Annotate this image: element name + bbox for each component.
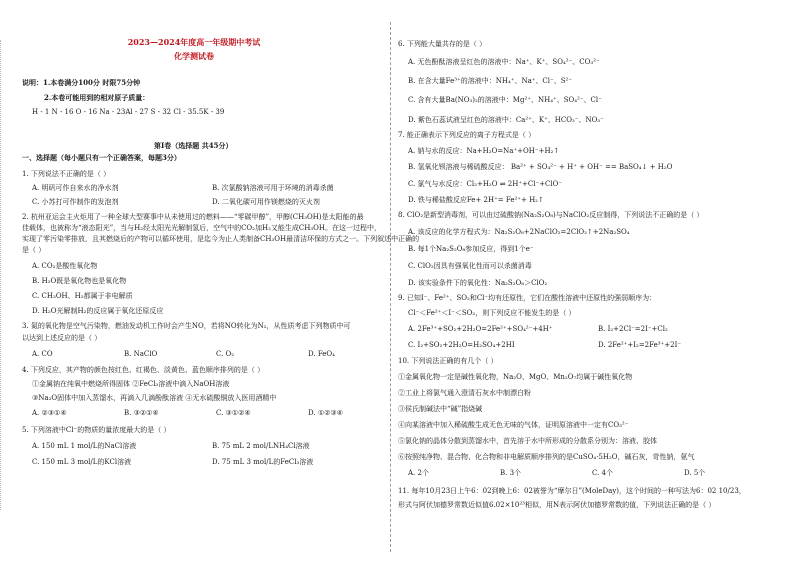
q4-stem: 4. 下列反应，其产物的颜色按红色、红褐色、淡黄色、蓝色顺序排列的是（ ） bbox=[22, 366, 265, 374]
q1-stem: 1. 下列说法不正确的是（ ） bbox=[22, 170, 111, 178]
q2-line-3: 实现了零污染零排放，且其燃烧后的产物可以循环使用，是迄今为止人类制备CH₃OH最清洁环保的方式之一。下列叙述中正确的 bbox=[22, 235, 420, 243]
q9-option-a: A. 2Fe³⁺+SO₂+2H₂O=2Fe²⁺+SO₄²⁻+4H⁺ bbox=[408, 325, 553, 333]
q5-options-row-1 bbox=[32, 442, 392, 451]
q10-statement-1: ①金属氧化物一定是碱性氧化物，Na₂O、MgO、Mn₂O₇均属于碱性氧化物 bbox=[398, 373, 633, 381]
q3-option-b: B. NaClO bbox=[124, 350, 158, 358]
q5-options-row-2 bbox=[32, 458, 392, 467]
q1-option-a: A. 明矾可作自来水的净水剂 bbox=[32, 184, 119, 192]
q9-option-b: B. I₂+2Cl⁻=2I⁻+Cl₂ bbox=[598, 325, 668, 333]
q1-option-d: D. 二氧化碳可用作镁燃烧的灭火剂 bbox=[212, 198, 320, 206]
q9-option-c: C. I₂+SO₂+2H₂O=H₂SO₄+2HI bbox=[408, 341, 515, 349]
q2-line-1: 2. 杭州亚运会主火炬用了一种全球大型赛事中从未使用过的燃料——“零碳甲醇”，甲醇(CH₃OH)是太阳能的最 bbox=[22, 213, 364, 221]
q5-option-b: B. 75 mL 2 mol/LNH₄Cl溶液 bbox=[212, 442, 310, 450]
q6-stem: 6. 下列能大量共存的是（ ） bbox=[398, 40, 487, 48]
q7-option-b: B. 氢氧化钡溶液与稀硫酸反应： Ba²⁺ + SO₄²⁻ + H⁺ + OH⁻ == BaSO₄↓ + H₂O bbox=[408, 163, 673, 171]
q10-statement-6: ⑥按照纯净物、混合物、化合物和非电解质顺序排列的是CuSO₄·5H₂O，碱石灰，苛性钠，氨气 bbox=[398, 453, 695, 461]
q8-stem: 8. ClO₂是新型消毒剂，可以由过硫酸钠(Na₂S₂O₈)与NaClO₂反应制得，下列说法不正确的是（ ） bbox=[398, 211, 704, 219]
q10-statement-3: ③侯氏制碱法中“碱”指烧碱 bbox=[398, 405, 483, 413]
q10-option-a: A. 2个 bbox=[408, 469, 429, 477]
q8-option-d: D. 该实验条件下的氧化性：Na₂S₂O₈＞ClO₂ bbox=[408, 279, 548, 287]
q2-option-b: B. H₂O既是氧化物也是氧化物 bbox=[32, 277, 127, 285]
q11-line-1: 11. 每年10月23日上午6：02到晚上6：02被誉为“摩尔日”(MoleDay)，这个时间的一种写法为6：02 10/23， bbox=[398, 487, 746, 495]
atomic-masses: H - 1 N - 16 O - 16 Na - 23Al - 27 S - 32 Cl - 35.5K - 39 bbox=[32, 108, 225, 116]
q6-option-a: A. 无色酚酞溶液呈红色的溶液中：Na⁺、K⁺、SO₄²⁻、CO₃²⁻ bbox=[408, 58, 600, 66]
q3-option-d: D. FeO₄ bbox=[308, 350, 335, 358]
q4-option-b: B. ③②①④ bbox=[124, 409, 159, 417]
q1-option-b: B. 次氯酸钠溶液可用于环境的消毒杀菌 bbox=[212, 184, 334, 192]
q3-line-1: 3. 氮的氧化物是空气污染物，燃油发动机工作时会产生NO，若将NO转化为N₂，从性质考虑下列物质中可 bbox=[22, 322, 351, 330]
q8-option-b: B. 每1个Na₂S₂O₈参加反应，得到1个e⁻ bbox=[408, 245, 534, 253]
q9-options-row-1 bbox=[408, 325, 788, 334]
q5-option-c: C. 150 mL 3 mol/L的KCl溶液 bbox=[32, 458, 132, 466]
instructions-note-2: 2.本卷可能用到的相对原子质量： bbox=[44, 93, 150, 102]
q4-option-a: A. ②③①④ bbox=[32, 409, 67, 417]
q1-options-row-1 bbox=[32, 184, 392, 193]
q10-stem: 10. 下列说法正确的有几个（ ） bbox=[398, 357, 498, 365]
q1-option-c: C. 小苏打可作制作的发泡剂 bbox=[32, 198, 119, 206]
q1-options-row-2 bbox=[32, 198, 392, 207]
q11-line-2: 形式与阿伏加德罗常数近似值6.02×10²³相似，用N表示阿伏加德罗常数的值，下列说法正确的是（ ） bbox=[398, 501, 716, 509]
q3-option-a: A. CO bbox=[32, 350, 53, 358]
q3-option-c: C. O₂ bbox=[216, 350, 235, 358]
q4-option-c: C. ③①②④ bbox=[216, 409, 251, 417]
q7-option-d: D. 铁与稀盐酸反应Fe+ 2H⁺= Fe²⁺+ H₂↑ bbox=[408, 196, 544, 204]
instructions-note-1: 说明：1.本卷满分100分 时限75分钟 bbox=[22, 78, 141, 87]
q2-option-a: A. CO₂是酸性氧化物 bbox=[32, 262, 98, 270]
q2-line-2: 佳载体，也被称为“液态阳光”，当与H₂经太阳光光解制氢后，空气中的CO₂加H₂又能生成CH₃OH。在这一过程中， bbox=[22, 224, 381, 232]
q10-options bbox=[408, 469, 776, 478]
q9-option-d: D. 2Fe²⁺+I₂=2Fe³⁺+2I⁻ bbox=[598, 341, 682, 349]
section-subheading: 一、选择题（每小题只有一个正确答案，每题3分） bbox=[22, 153, 181, 162]
q4-option-d: D. ①②③④ bbox=[308, 409, 343, 417]
q10-statement-2: ②工业上将氯气通入澄清石灰水中制漂白粉 bbox=[398, 389, 531, 397]
q5-option-a: A. 150 mL 1 mol/L的NaCl溶液 bbox=[32, 442, 137, 450]
q4-item-2: ③Na₂O固体中加入蒸馏水，再滴入几滴酚酞溶液 ④无水硫酸铜放入医用酒精中 bbox=[32, 394, 277, 402]
q8-option-a: A. 该反应的化学方程式为：Na₂S₂O₈+2NaClO₂=2ClO₂↑+2Na₂SO₄ bbox=[408, 228, 630, 236]
q6-option-c: C. 含有大量Ba(NO₃)₂的溶液中：Mg²⁺、NH₄⁺、SO₄²⁻、Cl⁻ bbox=[408, 96, 602, 104]
right-column bbox=[398, 0, 790, 561]
section-heading: 第Ⅰ卷（选择题 共45分） bbox=[154, 141, 233, 150]
q3-line-2: 以达到上述反应的是（ ） bbox=[22, 334, 102, 342]
exam-subtitle: 化学测试卷 bbox=[174, 52, 214, 61]
q7-option-c: C. 氯气与水反应：Cl₂+H₂O ⇌ 2H⁺+Cl⁻+ClO⁻ bbox=[408, 180, 563, 188]
q10-statement-5: ⑤氯化钠的晶体分散到蒸馏水中，首先溶于水中所形成的分散系分别为：溶液、胶体 bbox=[398, 437, 657, 445]
q6-option-b: B. 在含大量Fe³⁺的溶液中：NH₄⁺、Na⁺、Cl⁻、S²⁻ bbox=[408, 77, 573, 85]
q2-option-d: D. H₂O光解制H₂的反应属于氧化还原反应 bbox=[32, 307, 164, 315]
q7-option-a: A. 钠与水的反应：Na+H₂O=Na⁺+OH⁻+H₂↑ bbox=[408, 147, 560, 155]
q10-option-c: C. 4个 bbox=[592, 469, 614, 477]
q10-option-b: B. 3个 bbox=[500, 469, 522, 477]
q9-options-row-2 bbox=[408, 341, 788, 350]
q5-option-d: D. 75 mL 3 mol/L的FeCl₃溶液 bbox=[212, 458, 314, 466]
q10-statement-4: ④向某溶液中加入稀硫酸生成无色无味的气体，证明原溶液中一定有CO₃²⁻ bbox=[398, 421, 629, 429]
exam-title: 2023—2024年度高一年级期中考试 bbox=[127, 38, 261, 47]
q9-line-1: 9. 已知I⁻、Fe²⁺、SO₂和Cl⁻均有还原性，它们在酸性溶液中还原性的强弱顺序为： bbox=[398, 294, 657, 302]
q5-stem: 5. 下列溶液中Cl⁻的物质的量浓度最大的是（ ） bbox=[22, 426, 171, 434]
q2-option-c: C. CH₃OH、H₂都属于非电解质 bbox=[32, 292, 133, 300]
q10-option-d: D. 5个 bbox=[684, 469, 706, 477]
q3-options bbox=[32, 350, 400, 359]
column-divider bbox=[390, 22, 391, 552]
q8-option-c: C. ClO₂因具有强氧化性而可以杀菌消毒 bbox=[408, 262, 532, 270]
q4-options bbox=[32, 409, 400, 418]
q6-option-d: D. 紫色石蕊试液呈红色的溶液中：Ca²⁺、K⁺、HCO₃⁻、NO₃⁻ bbox=[408, 116, 604, 124]
q2-line-4: 是（ ） bbox=[22, 246, 46, 254]
q4-item-1: ①金属钠在纯氧中燃烧所得固体 ②FeCl₃溶液中滴入NaOH溶液 bbox=[32, 380, 230, 388]
q7-stem: 7. 能正确表示下列反应的离子方程式是（ ） bbox=[398, 131, 536, 139]
q9-line-2: Cl⁻＜Fe²⁺＜I⁻＜SO₂，则下列反应不能发生的是（ ） bbox=[408, 309, 576, 317]
